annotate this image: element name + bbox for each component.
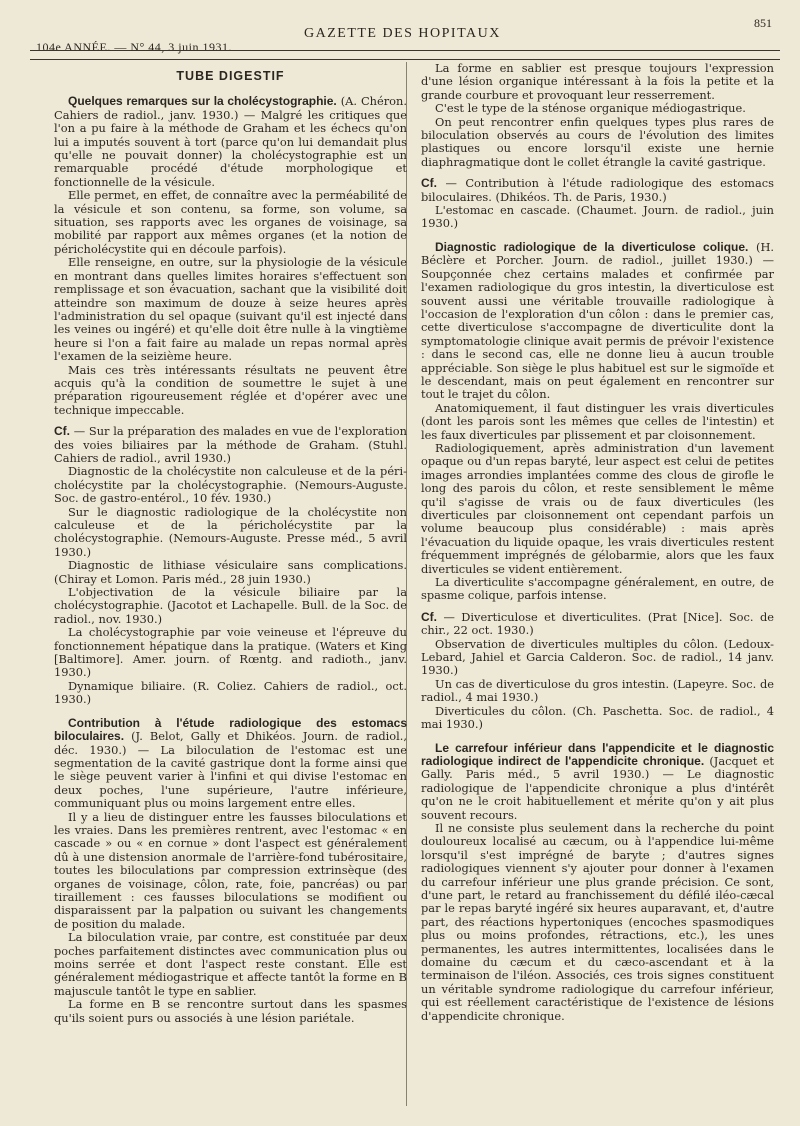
- paragraph: Radiologiquement, après administration d'un lavement opaque ou d'un repas baryté, leur aspect est celui de petites images arrondies implantées comme des clous de girofle le long des parois du côlon, et reste sensiblement le même qu'il s'agisse de vrais ou de faux diverticules (les diverticules par cloisonnement ont cependant parfois un volume beaucoup plus considérable) : mais après l'évacuation du liquide opaque, les vrais diverticules restent fréquemment imprégnés de gélobarmie, alors que les faux diverticules se vident entièrement.: [421, 440, 774, 576]
- two-column-body: [40, 62, 774, 1126]
- article-estomacs-suite: [421, 62, 774, 231]
- article-ref: (A. Chéron. Cahiers de radiol., janv. 1930.): [54, 94, 407, 122]
- paragraph: On peut rencontrer enfin quelques types plus rares de biloculation observés au cours de l'évolution des limites plastiques ou encore lorsqu'il existe une hernie diaphragmatique dont le collet étrangle la cavité gastrique.: [421, 114, 774, 169]
- cf-reference: — Contribution à l'étude radiologique des estomacs biloculaires. (Dhikéos. Th. de Paris, 1930.): [421, 176, 774, 204]
- article-ref: (H. Béclère et Porcher. Journ. de radiol., juillet 1930.): [421, 239, 774, 268]
- cf-label: Cf.: [421, 176, 437, 191]
- cf-reference: Un cas de diverticulose du gros intestin. (Lapeyre. Soc. de radiol., 4 mai 1930.): [421, 676, 774, 705]
- paragraph: La diverticulite s'accompagne généralement, en outre, de spasme colique, parfois intense.: [421, 575, 774, 603]
- cf-reference: L'estomac en cascade. (Chaumet. Journ. de radiol., juin 1930.): [421, 203, 774, 231]
- paragraph: La forme en B se rencontre surtout dans les spasmes qu'ils soient purs ou associés à une lésion pariétale.: [54, 997, 407, 1025]
- article-ref: (J. Belot, Gally et Dhikéos. Journ. de radiol., déc. 1930.): [54, 729, 407, 757]
- cf-reference: Diagnostic de lithiase vésiculaire sans complications. (Chiray et Lomon. Paris méd., 28 juin 1930.): [54, 558, 407, 586]
- article-ref: (Jacquet et Gally. Paris méd., 5 avril 1930.): [421, 753, 774, 782]
- paragraph: Il y a lieu de distinguer entre les fausses biloculations et les vraies. Dans les premières rentrent, avec l'estomac « en cascade » ou « en cornue » dont l'aspect est généralement dû à une distension anormale de l'arrière-fond tubérositaire, toutes les biloculations par compression extrinsèque (des organes de voisinage, côlon, rate, foie, pancréas) ou par tiraillement : ces fausses biloculations se modifient ou disparaissent par la palpation ou suivant les changements de position du malade.: [54, 809, 407, 931]
- cf-reference: Diverticules du côlon. (Ch. Paschetta. Soc. de radiol., 4 mai 1930.): [421, 703, 774, 732]
- cf-reference: Diagnostic de la cholécystite non calculeuse et de la péri-cholécystite par la cholécystographie. (Nemours-Auguste. Soc. de gastro-entérol., 10 fév. 1930.): [54, 464, 407, 506]
- article-estomacs-biloculaires: [54, 717, 407, 1025]
- header-rules: [30, 50, 780, 60]
- article-appendicite: [421, 742, 774, 1024]
- journal-title: GAZETTE DES HOPITAUX: [304, 26, 501, 41]
- paragraph: Anatomiquement, il faut distinguer les vrais diverticules (dont les parois sont les mêmes que celles de l'intestin) et les faux diverticules par plissement et par cloisonnement.: [421, 400, 774, 442]
- article-diverticulose: [421, 241, 774, 732]
- cf-reference: — Sur la préparation des malades en vue de l'exploration des voies biliaires par la méthode de Graham. (Stuhl. Cahiers de radiol., avril 1930.): [54, 424, 407, 465]
- cf-reference: Observation de diverticules multiples du côlon. (Ledoux-Lebard, Jahiel et Garcia Calderon. Soc. de radiol., 14 janv. 1930.): [421, 636, 774, 678]
- cf-reference: L'objectivation de la vésicule biliaire par la cholécystographie. (Jacotot et Lachapelle. Bull. de la Soc. de radiol., nov. 1930.): [54, 585, 407, 626]
- section-title: TUBE DIGESTIF: [176, 69, 285, 83]
- article-title: Diagnostic radiologique de la diverticulose colique.: [435, 239, 749, 254]
- paragraph: Elle permet, en effet, de connaître avec la perméabilité de la vésicule et son contenu, sa forme, son volume, sa situation, ses rapports avec les organes de voisinage, sa mobilité par rapport aux mêmes organes (et la notion de péricholécystite qui en découle parfois).: [54, 188, 407, 256]
- paragraph: — Soupçonnée chez certains malades et confirmée par l'examen radiologique du gros intestin, la diverticulose est souvent aussi une véritable trouvaille radiologique à l'occasion de l'exploration d'un côlon : dans le premier cas, cette diverticulose s'accompagne de diverticulite dont la symptomatologie clinique avait permis de prévoir l'existence : dans le second cas, elle ne donne lieu à aucun trouble appréciable. Son siège le plus habituel est sur le sigmoïde et le descendant, mais on peut également en rencontrer sur tout le trajet du côlon.: [421, 253, 774, 402]
- paragraph: La biloculation vraie, par contre, est constituée par deux poches parfaitement distinctes avec communication plus ou moins serrée et dont l'aspect reste constant. Elle est généralement médiogastrique et affecte tantôt la forme en B majuscule tantôt le type en sablier.: [54, 930, 407, 998]
- article-title: Quelques remarques sur la cholécystographie.: [68, 94, 337, 109]
- paragraph: Elle renseigne, en outre, sur la physiologie de la vésicule en montrant dans quelles limites horaires s'effectuent son remplissage et son évacuation, sachant que la visibilité doit atteindre son maximum de douze à seize heures après l'administration du sel opaque (suivant qu'il est injecté dans les veines ou ingéré) et qu'elle doit être nulle à la vingtième heure si l'on a fait faire au malade un repas normal après l'examen de la seizième heure.: [54, 255, 407, 364]
- issue-info: 104e ANNÉE. — N° 44, 3 juin 1931.: [36, 40, 232, 54]
- cf-reference: — Diverticulose et diverticulites. (Prat [Nice]. Soc. de chir., 22 oct. 1930.): [421, 609, 774, 638]
- article-title: Contribution à l'étude radiologique des estomacs biloculaires.: [54, 715, 407, 744]
- paragraph: — La biloculation de l'estomac est une segmentation de la cavité gastrique dont la forme ainsi que le siège peuvent varier à l'infini et qui divise l'estomac en deux poches, l'une supérieure, l'autre inférieure, communiquant plus ou moins largement entre elles.: [54, 742, 407, 811]
- running-header: [14, 6, 780, 54]
- article-cholecystographie: [54, 95, 407, 706]
- paragraph: Mais ces très intéressants résultats ne peuvent être acquis qu'à la condition de soumettre le sujet à une préparation rigoureusement réglée et d'opérer avec une technique impeccable.: [54, 362, 407, 417]
- right-column: [421, 62, 774, 1126]
- cf-label: Cf.: [54, 424, 70, 439]
- paragraph: — Le diagnostic radiologique de l'appendicite chronique a plus d'intérêt qu'on ne le croit habituellement et mérite qu'on y ait plus souvent recours.: [421, 767, 774, 822]
- cf-reference: Sur le diagnostic radiologique de la cholécystite non calculeuse et de la péricholécystite par la cholécystographie. (Nemours-Auguste. Presse méd., 5 avril 1930.): [54, 504, 407, 559]
- article-title: Le carrefour inférieur dans l'appendicite et le diagnostic radiologique indirect de l'appendicite chronique.: [421, 740, 774, 768]
- page-number: 851: [754, 16, 772, 30]
- cf-label: Cf.: [421, 609, 437, 624]
- paragraph: C'est le type de la sténose organique médiogastrique.: [435, 101, 746, 116]
- cf-reference: Dynamique biliaire. (R. Coliez. Cahiers de radiol., oct. 1930.): [54, 678, 407, 707]
- paragraph: La forme en sablier est presque toujours l'expression d'une lésion organique intéressant à la fois la petite et la grande courbure et provoquant leur resserrement.: [421, 62, 774, 102]
- paragraph: Il ne consiste plus seulement dans la recherche du point douloureux localisé au cæcum, ou à l'appendice lui-même lorsqu'il s'est imprégné de baryte ; d'autres signes radiologiques viennent s'y ajouter pour donner à l'examen du carrefour inférieur une plus grande précision. Ce sont, d'une part, le retard au franchissement du défilé iléo-cæcal par le repas baryté ingéré six heures auparavant, et, d'autre part, des réactions hypertoniques (encoches spasmodiques plus ou moins profondes, rétractions, etc.), les unes permanentes, les autres intermittentes, localisées dans le domaine du cæcum et du cæco-ascendant et à la terminaison de l'iléon. Associés, ces trois signes constituent un véritable syndrome radiologique du carrefour inférieur, qui est réellement caractéristique de l'existence de lésions d'appendicite chronique.: [421, 820, 774, 1023]
- cf-reference: La cholécystographie par voie veineuse et l'épreuve du fonctionnement hépatique dans la pratique. (Waters et King [Baltimore]. Amer. journ. of Rœntg. and radioth., janv. 1930.): [54, 625, 407, 680]
- left-column: [40, 62, 407, 1126]
- paragraph: — Malgré les critiques que l'on a pu faire à la méthode de Graham et les échecs qu'on lui a imputés souvent à tort (parce qu'on lui demandait plus qu'elle ne pouvait donner) la cholécystographie est un remarquable procédé d'étude morphologique et fonctionnelle de la vésicule.: [54, 107, 407, 189]
